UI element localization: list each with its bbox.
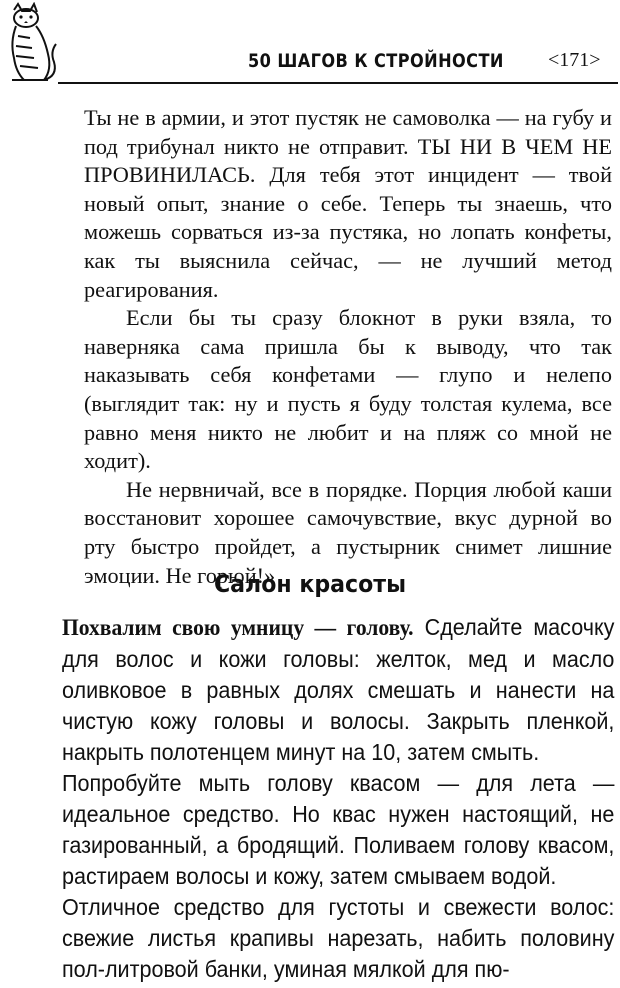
header-rule bbox=[58, 82, 618, 84]
paragraph: Не нервничай, все в порядке. Порция любой каши восстановит хорошее самочувствие, вкус дурной во рту быстро пройдет, а пустырник снимет лишние эмоции. Не горюй!» bbox=[84, 476, 612, 588]
section-title: Салон красоты bbox=[213, 570, 407, 598]
page-number: <171> bbox=[548, 49, 601, 71]
text-span: Для тебя этот инцидент — твой новый опыт, знание о себе. Теперь ты знаешь, что можешь сорваться из-за пустяка, но лопать конфеты, как ты выяснила сейчас, — не лучший метод реагирования. bbox=[84, 162, 612, 302]
section-text bbox=[62, 612, 614, 985]
paragraph: Если бы ты сразу блокнот в руки взяла, то наверняка сама пришла бы к выводу, что так наказывать себя конфетами — глупо и нелепо (выглядит так: ну и пусть я буду толстая кулема, все равно меня никто не любит и на пляж со мной не ходит). bbox=[84, 305, 612, 474]
page-header bbox=[0, 0, 620, 90]
paragraph bbox=[62, 612, 614, 768]
running-head: 50 ШАГОВ К СТРОЙНОСТИ bbox=[248, 50, 504, 72]
text-span: Ты не в армии, и этот пустяк не самоволка — на губу и под трибунал никто не отправит. bbox=[84, 105, 612, 159]
text-span: Сделайте масочку для волос и кожи головы: желток, мед и масло оливковое в равных долях смешать и нанести на чистую кожу головы и волосы. Закрыть пленкой, накрыть полотенцем минут на 10, затем смыть. bbox=[62, 614, 615, 765]
caps-emphasis: ТЫ НИ В ЧЕМ НЕ ПРОВИНИЛАСЬ. bbox=[84, 133, 612, 188]
cat-icon bbox=[4, 2, 60, 84]
paragraph: Попробуйте мыть голову квасом — для лета — идеальное средство. Но квас нужен настоящий, не газированный, а бродящий. Поливаем голову квасом, растираем волосы и кожу, затем смываем водой. bbox=[62, 770, 615, 889]
paragraph: Отличное средство для густоты и свежести волос: свежие листья крапивы нарезать, набить половину пол-литровой банки, уминая мялкой для пю- bbox=[62, 894, 615, 982]
body-text bbox=[84, 104, 612, 590]
bold-lead: Похвалим свою умницу — голову. bbox=[62, 615, 414, 641]
paragraph bbox=[84, 104, 612, 304]
